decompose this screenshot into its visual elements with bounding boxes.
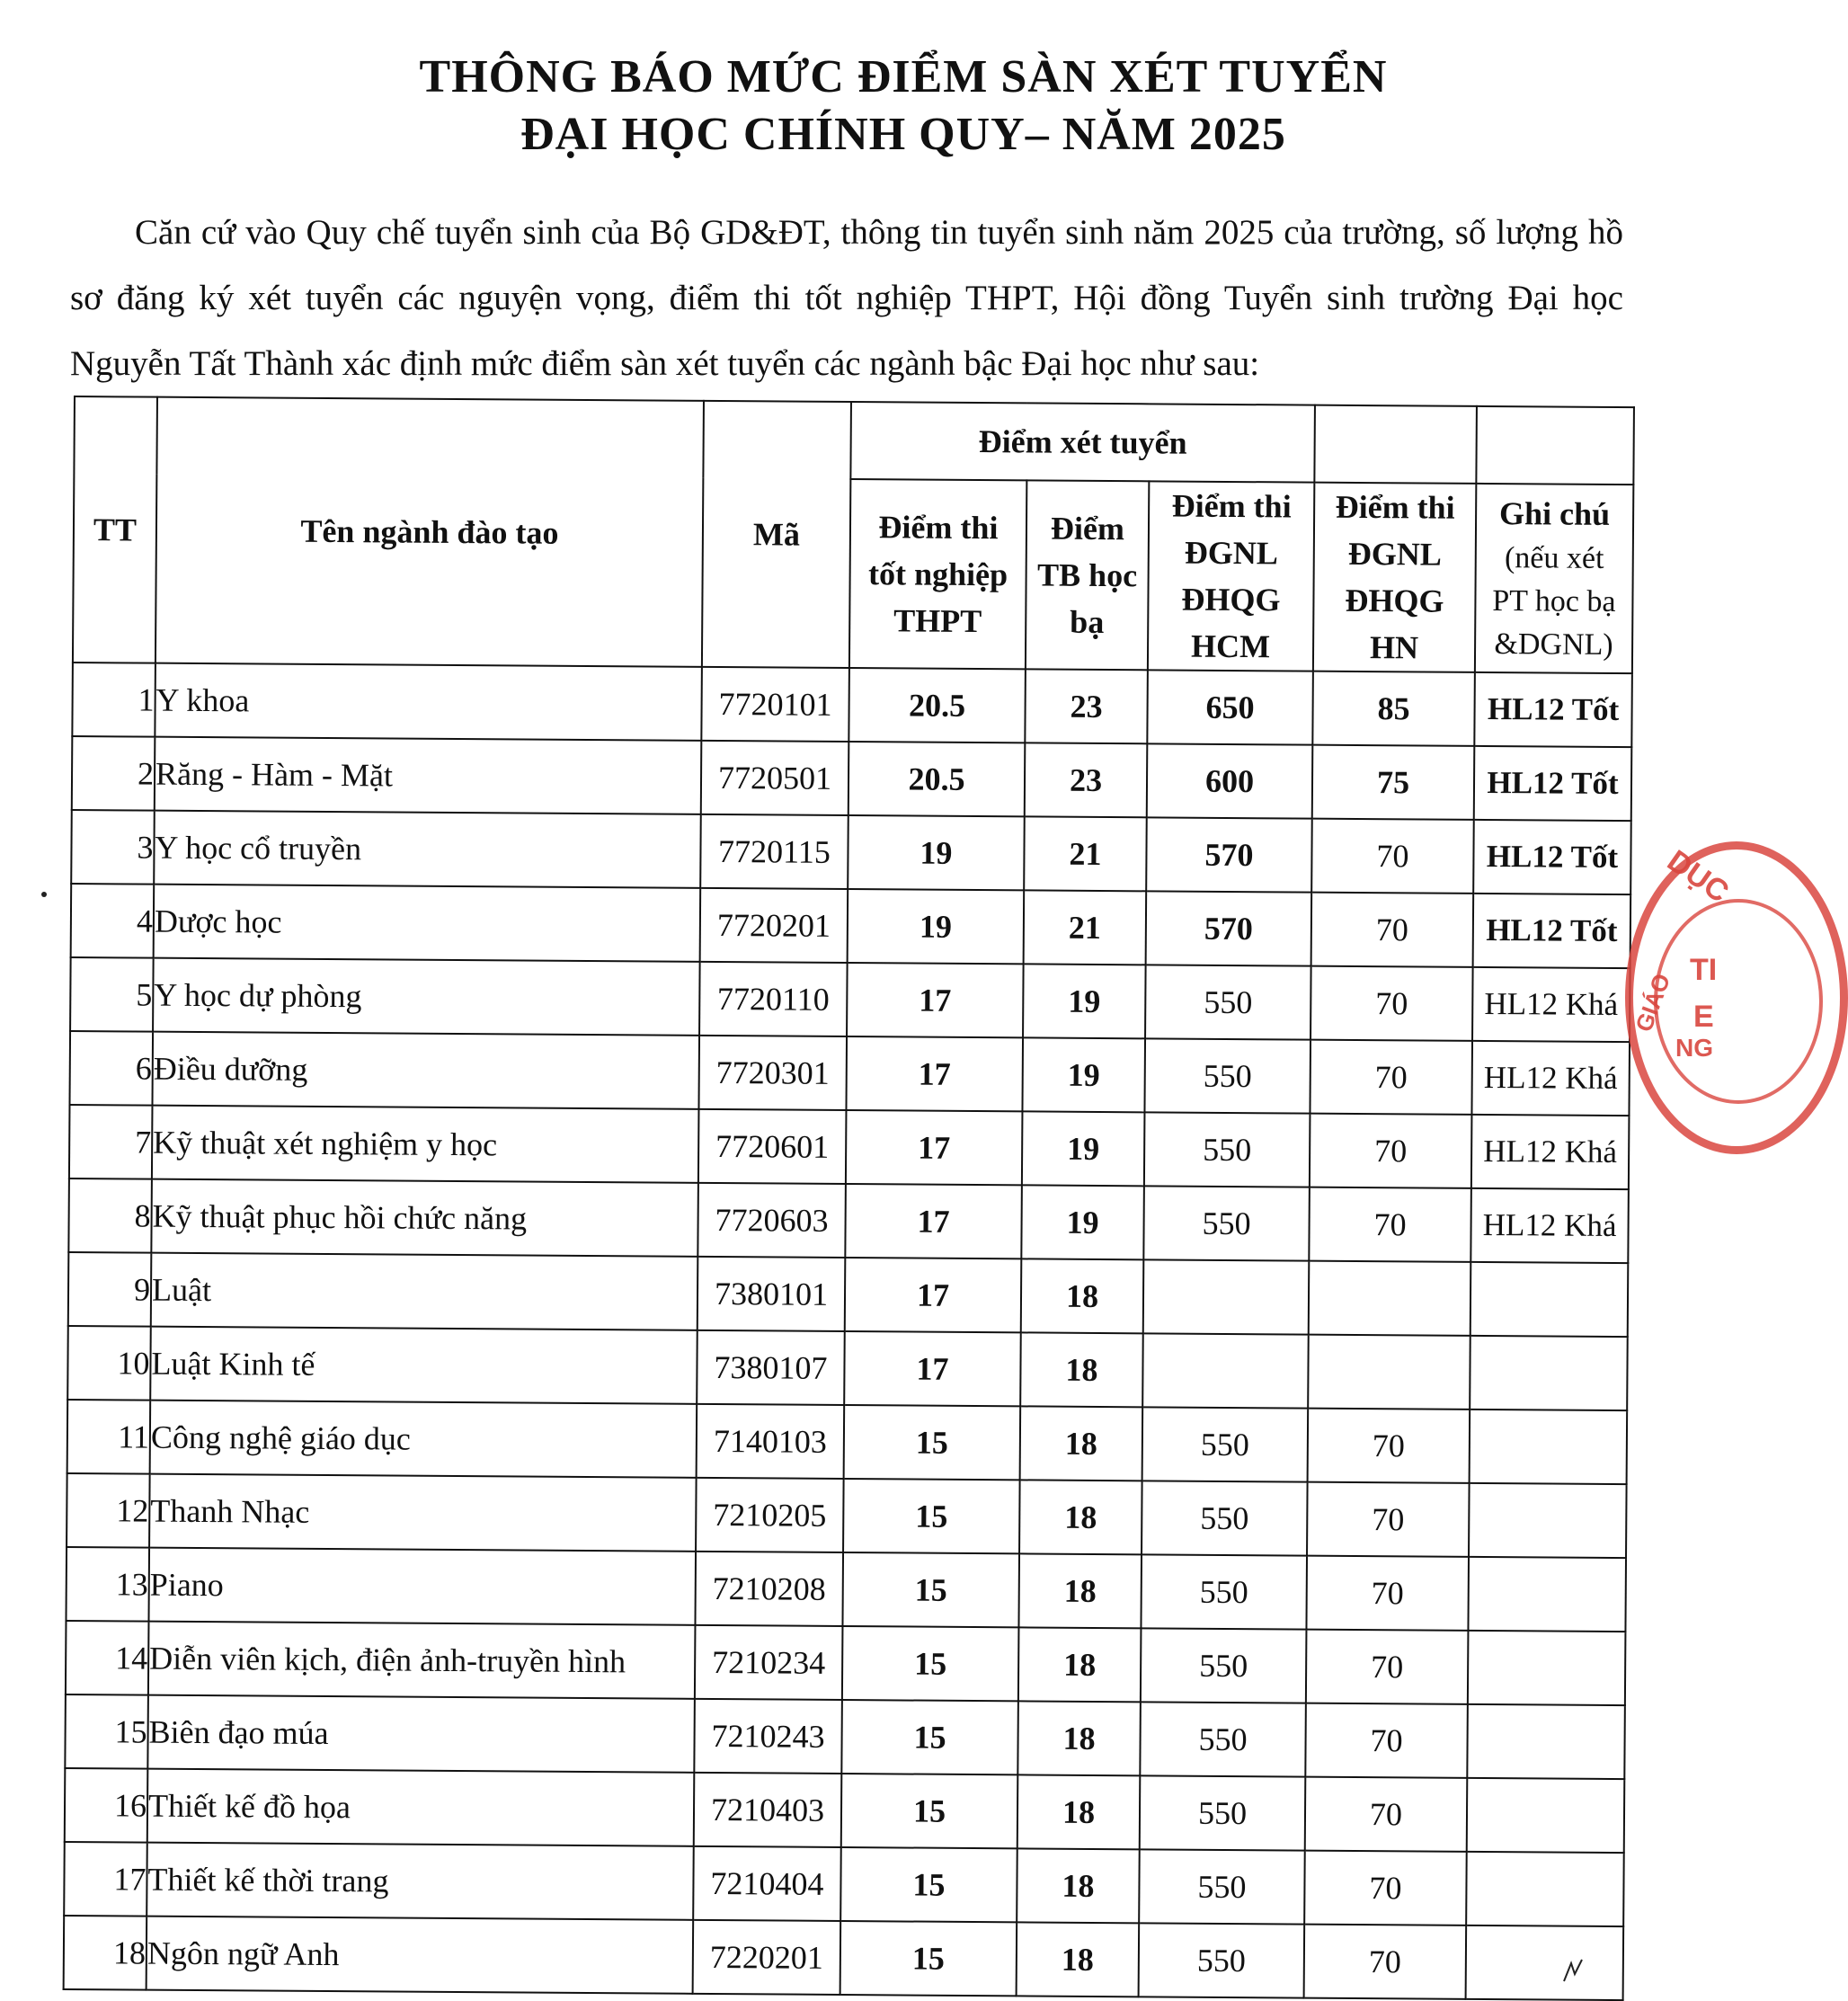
cell-tt: 8 <box>68 1178 152 1253</box>
header-dgnl-hn-line: ĐHQG <box>1345 582 1444 619</box>
cell-program-name: Luật Kinh tế <box>150 1327 697 1404</box>
cell-tt: 4 <box>71 884 155 958</box>
cell-hocba-score: 18 <box>1018 1627 1142 1702</box>
cell-dgnl-hn-score: 70 <box>1305 1777 1468 1852</box>
cell-thpt-score: 17 <box>844 1331 1021 1406</box>
cell-thpt-score: 17 <box>847 963 1024 1037</box>
cell-program-code: 7720110 <box>699 962 848 1036</box>
cell-dgnl-hn-score: 70 <box>1308 1409 1470 1483</box>
header-blank-a <box>1314 405 1477 484</box>
cell-program-code: 7720501 <box>701 741 849 815</box>
cell-program-name: Thanh Nhạc <box>149 1474 697 1552</box>
cell-thpt-score: 15 <box>844 1405 1021 1480</box>
cell-hocba-score: 18 <box>1018 1553 1142 1628</box>
header-dgnl-hn <box>1313 483 1476 672</box>
cell-program-code: 7210404 <box>693 1846 841 1921</box>
cell-hocba-score: 18 <box>1020 1406 1143 1481</box>
table-row <box>67 1400 1628 1484</box>
cell-program-name: Điều dưỡng <box>152 1032 699 1109</box>
table-row <box>65 1768 1625 1853</box>
cell-program-code: 7720115 <box>700 814 848 889</box>
header-hocba <box>1026 480 1149 670</box>
cell-dgnl-hn-score: 70 <box>1307 1482 1470 1557</box>
table-row <box>68 1178 1629 1263</box>
cell-program-code: 7380101 <box>697 1257 846 1331</box>
cell-program-name: Công nghệ giáo dục <box>150 1401 697 1478</box>
cell-tt: 7 <box>69 1105 153 1179</box>
cell-note <box>1466 1852 1624 1926</box>
page-subtitle: ĐẠI HỌC CHÍNH QUY– NĂM 2025 <box>520 109 1286 160</box>
cell-dgnl-hcm-score: 650 <box>1147 670 1313 744</box>
cell-hocba-score: 21 <box>1024 890 1147 965</box>
seal-text: E <box>1693 1000 1714 1034</box>
cell-thpt-score: 19 <box>848 889 1025 964</box>
cell-thpt-score: 17 <box>845 1184 1022 1258</box>
cell-note <box>1466 1925 1624 2000</box>
cell-hocba-score: 19 <box>1023 964 1146 1038</box>
cell-tt: 18 <box>64 1916 147 1990</box>
cell-tt: 13 <box>66 1547 149 1622</box>
table-row <box>69 1031 1630 1116</box>
cell-hocba-score: 18 <box>1017 1922 1140 1997</box>
cell-program-code: 7210234 <box>695 1625 843 1700</box>
header-note-line: (nếu xét <box>1504 541 1604 575</box>
cell-dgnl-hcm-score: 550 <box>1140 1702 1306 1776</box>
cell-hocba-score: 18 <box>1019 1480 1142 1554</box>
cell-note <box>1470 1262 1629 1337</box>
cell-tt: 11 <box>67 1400 151 1474</box>
cell-dgnl-hn-score: 85 <box>1312 671 1475 746</box>
header-note <box>1475 484 1633 673</box>
cell-dgnl-hn-score: 70 <box>1310 1040 1472 1115</box>
cell-dgnl-hcm-score: 550 <box>1140 1775 1306 1850</box>
cell-dgnl-hcm-score: 600 <box>1147 743 1313 818</box>
cell-dgnl-hn-score: 70 <box>1311 819 1474 894</box>
cell-program-code: 7720601 <box>698 1109 847 1184</box>
cell-note: HL12 Tốt <box>1473 820 1631 894</box>
cell-dgnl-hcm-score: 550 <box>1142 1407 1309 1481</box>
cell-dgnl-hn-score: 70 <box>1310 1114 1472 1188</box>
header-thpt <box>849 479 1026 669</box>
cell-note: HL12 Khá <box>1471 1041 1630 1116</box>
cell-thpt-score: 15 <box>840 1847 1017 1922</box>
pen-mark <box>1562 1958 1586 1983</box>
cell-program-code: 7380107 <box>697 1330 845 1405</box>
cell-note: HL12 Khá <box>1472 967 1630 1042</box>
cell-program-name: Y khoa <box>155 663 702 741</box>
cell-dgnl-hcm-score: 550 <box>1139 1923 1305 1997</box>
cell-dgnl-hcm-score: 550 <box>1142 1481 1308 1555</box>
cell-tt: 16 <box>65 1768 148 1843</box>
cell-note <box>1468 1631 1626 1705</box>
cell-hocba-score: 19 <box>1022 1111 1145 1186</box>
cell-program-name: Răng - Hàm - Mặt <box>155 737 702 814</box>
cell-thpt-score: 15 <box>842 1626 1019 1701</box>
cell-program-code: 7720301 <box>698 1036 847 1110</box>
cell-program-name: Kỹ thuật xét nghiệm y học <box>152 1106 699 1183</box>
table-row <box>69 1105 1630 1189</box>
cell-note <box>1468 1557 1626 1632</box>
cell-dgnl-hcm-score: 550 <box>1141 1554 1307 1629</box>
cell-dgnl-hcm-score: 550 <box>1139 1849 1305 1924</box>
cell-thpt-score: 20.5 <box>848 742 1026 816</box>
cell-tt: 3 <box>71 810 155 885</box>
cell-tt: 17 <box>64 1842 147 1917</box>
cell-hocba-score: 23 <box>1025 669 1148 743</box>
header-dgnl-hcm-line: HCM <box>1190 627 1271 665</box>
table-row <box>67 1473 1627 1558</box>
cell-tt: 12 <box>67 1473 150 1548</box>
table-row <box>72 663 1632 747</box>
cell-hocba-score: 19 <box>1021 1185 1144 1259</box>
cell-program-code: 7720201 <box>700 888 848 963</box>
cell-dgnl-hn-score: 70 <box>1304 1851 1467 1925</box>
cell-note <box>1470 1410 1628 1484</box>
cell-tt: 9 <box>68 1252 152 1327</box>
header-dgnl-hcm-line: ĐHQG <box>1181 581 1281 618</box>
cell-program-name: Thiết kế đồ họa <box>147 1769 695 1846</box>
cell-tt: 15 <box>65 1694 148 1769</box>
header-dgnl-hn-line: Điểm thi <box>1335 488 1455 526</box>
cell-dgnl-hn-score: 75 <box>1312 745 1475 820</box>
cell-dgnl-hcm-score <box>1142 1333 1309 1408</box>
header-dgnl-hcm-line: Điểm thi <box>1171 487 1292 525</box>
cell-dgnl-hcm-score: 550 <box>1144 1112 1310 1187</box>
cell-thpt-score: 15 <box>841 1774 1018 1848</box>
cell-dgnl-hcm-score: 550 <box>1141 1628 1307 1703</box>
header-score-group: Điểm xét tuyển <box>850 402 1315 483</box>
cell-tt: 5 <box>70 957 154 1032</box>
cell-note: HL12 Khá <box>1470 1188 1629 1263</box>
cell-program-name: Diễn viên kịch, điện ảnh-truyền hình <box>148 1622 696 1699</box>
header-hocba-line: TB học <box>1036 556 1138 594</box>
header-dgnl-hn-line: ĐGNL <box>1347 535 1442 573</box>
cell-dgnl-hcm-score: 550 <box>1143 1186 1310 1260</box>
page-title: THÔNG BÁO MỨC ĐIỂM SÀN XÉT TUYỂN <box>419 51 1388 102</box>
cell-dgnl-hn-score: 70 <box>1309 1187 1471 1262</box>
cell-program-name: Y học dự phòng <box>153 958 700 1036</box>
cell-thpt-score: 19 <box>848 815 1025 890</box>
cell-hocba-score: 21 <box>1024 816 1147 891</box>
cell-hocba-score: 18 <box>1017 1701 1141 1775</box>
cell-program-code: 7720101 <box>701 667 849 742</box>
cell-dgnl-hn-score: 70 <box>1304 1925 1467 1999</box>
cell-program-name: Luật <box>151 1253 698 1330</box>
cell-dgnl-hn-score: 70 <box>1311 893 1474 967</box>
cell-hocba-score: 18 <box>1017 1848 1140 1923</box>
cell-thpt-score: 15 <box>841 1700 1018 1774</box>
intro-paragraph: Căn cứ vào Quy chế tuyển sinh của Bộ GD&ĐT, thông tin tuyển sinh năm 2025 của trường, số lượng hồ sơ đăng ký xét tuyển các nguyện vọng, điểm thi tốt nghiệp THPT, Hội đồng Tuyển sinh trường Đại học Nguyễn Tất Thành xác định mức điểm sàn xét tuyển các ngành bậc Đại học như sau: <box>70 213 1623 383</box>
header-note-line: PT học bạ <box>1492 584 1616 618</box>
cell-dgnl-hcm-score: 570 <box>1146 817 1312 892</box>
cell-dgnl-hn-score <box>1309 1261 1471 1336</box>
cell-dgnl-hn-score: 70 <box>1306 1630 1469 1704</box>
cell-dgnl-hcm-score: 550 <box>1144 1038 1310 1113</box>
header-name: Tên ngành đào tạo <box>155 397 704 667</box>
header-dgnl-hcm-line: ĐGNL <box>1184 534 1278 572</box>
cell-dgnl-hcm-score: 570 <box>1146 891 1312 965</box>
cell-thpt-score: 17 <box>845 1258 1022 1332</box>
cell-tt: 6 <box>69 1031 153 1106</box>
table-row <box>71 884 1631 968</box>
cell-hocba-score: 19 <box>1022 1037 1145 1112</box>
cell-dgnl-hn-score: 70 <box>1310 966 1473 1041</box>
table-row <box>64 1842 1624 1926</box>
cell-program-name: Kỹ thuật phục hồi chức năng <box>151 1179 698 1257</box>
seal-text: DỤC <box>1661 843 1736 910</box>
table-row <box>68 1252 1629 1337</box>
cell-thpt-score: 15 <box>843 1479 1020 1553</box>
cell-program-name: Piano <box>148 1548 696 1625</box>
header-note-title: Ghi chú <box>1498 495 1611 532</box>
table-row <box>70 957 1630 1042</box>
cell-tt: 1 <box>72 663 155 737</box>
header-tt: TT <box>73 396 157 663</box>
table-row <box>67 1326 1628 1410</box>
cell-note: HL12 Tốt <box>1474 672 1632 747</box>
score-table <box>63 396 1635 2001</box>
official-seal-inner-ring <box>1654 899 1823 1104</box>
cell-note: HL12 Tốt <box>1473 894 1631 968</box>
cell-thpt-score: 15 <box>840 1921 1017 1996</box>
table-row <box>66 1547 1626 1632</box>
table-row <box>64 1916 1624 2000</box>
cell-hocba-score: 23 <box>1025 743 1148 817</box>
cell-program-code: 7210205 <box>696 1478 844 1552</box>
cell-thpt-score: 15 <box>842 1552 1019 1627</box>
cell-dgnl-hcm-score <box>1143 1259 1310 1334</box>
cell-note <box>1467 1704 1625 1779</box>
header-hocba-line: Điểm <box>1050 510 1125 547</box>
cell-program-code: 7210208 <box>695 1552 843 1626</box>
cell-hocba-score: 18 <box>1021 1258 1144 1333</box>
seal-text: TI <box>1690 953 1718 987</box>
cell-dgnl-hn-score: 70 <box>1306 1556 1469 1631</box>
cell-hocba-score: 18 <box>1020 1332 1143 1407</box>
cell-note: HL12 Khá <box>1471 1115 1630 1189</box>
cell-thpt-score: 17 <box>846 1110 1023 1185</box>
seal-text: NG <box>1675 1034 1713 1062</box>
cell-program-name: Dược học <box>154 885 701 962</box>
cell-dgnl-hcm-score: 550 <box>1145 965 1311 1039</box>
cell-tt: 2 <box>72 736 155 811</box>
cell-program-name: Ngôn ngữ Anh <box>147 1917 694 1994</box>
cell-tt: 14 <box>66 1621 149 1695</box>
cell-program-name: Biên đạo múa <box>147 1695 695 1773</box>
cell-program-code: 7210243 <box>694 1699 842 1774</box>
score-table-body <box>64 663 1632 2000</box>
table-row <box>72 736 1632 821</box>
table-row <box>65 1694 1625 1779</box>
cell-note: HL12 Tốt <box>1474 746 1632 821</box>
header-thpt-line: THPT <box>893 602 982 640</box>
cell-tt: 10 <box>67 1326 151 1401</box>
header-thpt-line: tốt nghiệp <box>867 556 1008 593</box>
header-dgnl-hn-line: HN <box>1369 629 1419 666</box>
header-dgnl-hcm <box>1148 481 1314 671</box>
cell-hocba-score: 18 <box>1017 1774 1141 1849</box>
header-code: Mã <box>702 401 851 668</box>
header-hocba-line: bạ <box>1070 603 1105 641</box>
cell-program-code: 7210403 <box>694 1773 842 1847</box>
cell-note <box>1470 1336 1628 1410</box>
cell-dgnl-hn-score: 70 <box>1305 1703 1468 1778</box>
scan-speck <box>41 892 47 897</box>
cell-program-name: Y học cổ truyền <box>154 811 701 888</box>
cell-program-code: 7720603 <box>697 1183 846 1258</box>
cell-note <box>1467 1778 1625 1853</box>
header-blank-b <box>1476 406 1634 485</box>
cell-program-code: 7140103 <box>697 1404 845 1479</box>
seal-text: GIÁO <box>1630 969 1676 1036</box>
table-row <box>66 1621 1626 1705</box>
cell-thpt-score: 20.5 <box>848 668 1026 743</box>
cell-dgnl-hn-score <box>1308 1335 1470 1410</box>
cell-note <box>1469 1483 1627 1558</box>
header-thpt-line: Điểm thi <box>878 509 999 547</box>
header-note-line: &DGNL) <box>1494 627 1613 662</box>
table-row <box>71 810 1631 894</box>
cell-program-code: 7220201 <box>693 1920 841 1995</box>
cell-program-name: Thiết kế thời trang <box>147 1843 694 1920</box>
cell-thpt-score: 17 <box>846 1036 1023 1111</box>
score-table-wrapper <box>63 396 1633 2001</box>
